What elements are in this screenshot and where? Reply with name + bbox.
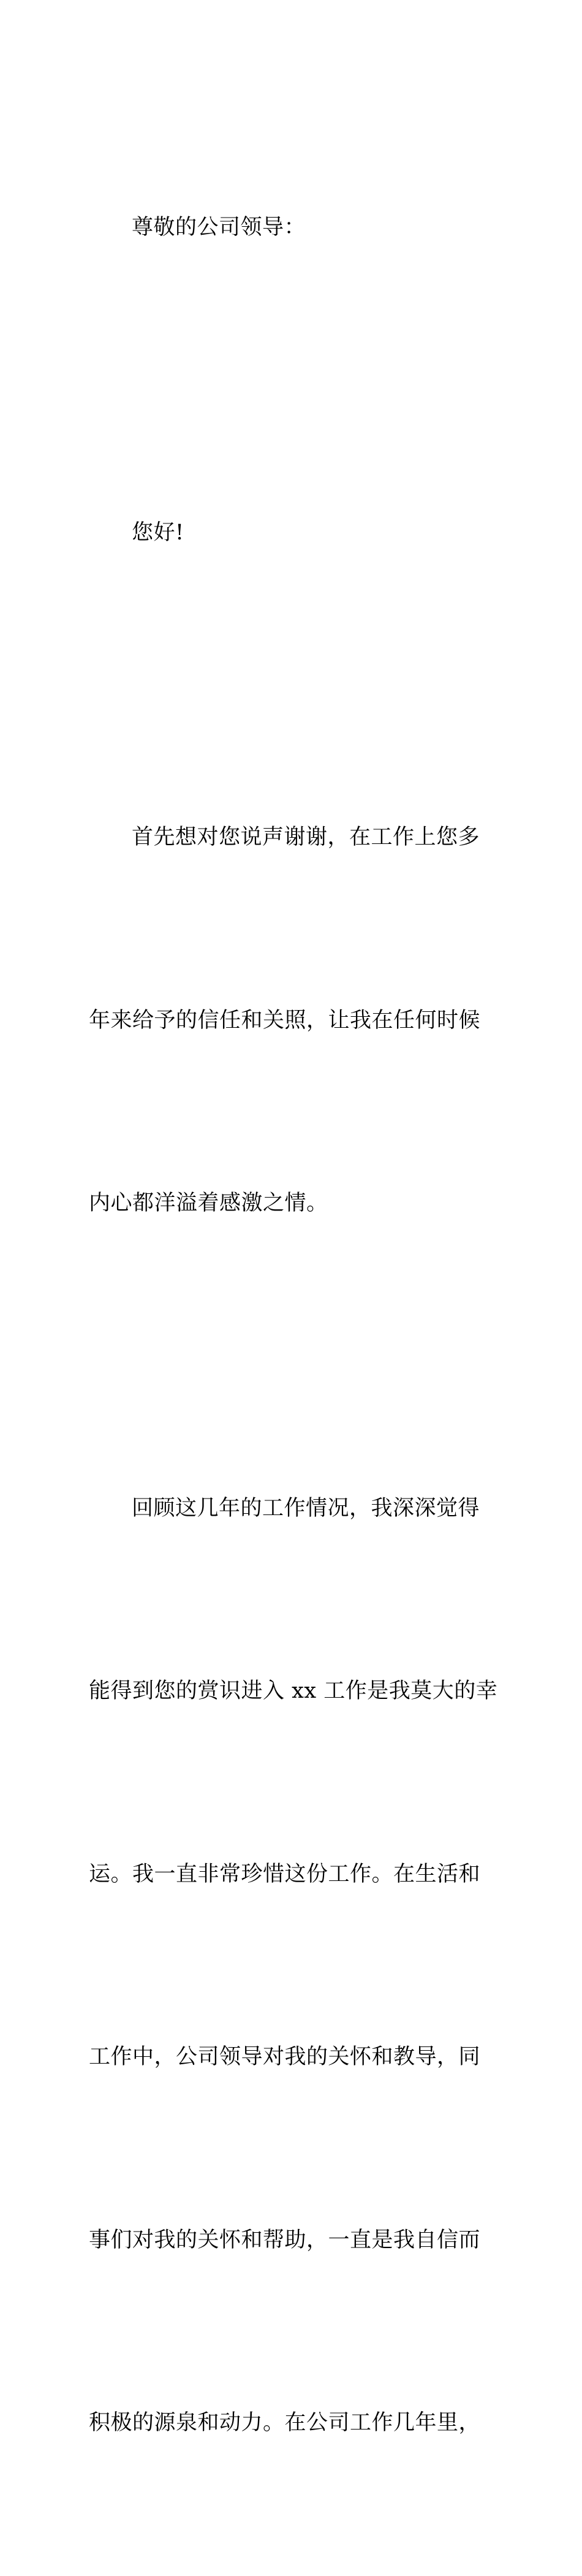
letter-body (89, 75, 498, 2576)
paragraph-line: 首先想对您说声谢谢，在工作上您多 (132, 825, 480, 849)
paragraph-thanks (89, 685, 487, 1356)
paragraph-line: 内心都洋溢着感激之情。 (89, 1191, 328, 1215)
paragraph-line: 工作中，公司领导对我的关怀和教导，同 (89, 2045, 481, 2069)
salutation (89, 75, 487, 381)
greeting (89, 381, 487, 686)
paragraph-review (89, 1356, 498, 2576)
paragraph-line: 事们对我的关怀和帮助，一直是我自信而 (89, 2227, 481, 2252)
paragraph-line: 运。我一直非常珍惜这份工作。在生活和 (89, 1861, 481, 1886)
paragraph-line: 能得到您的赏识进入 xx 工作是我莫大的幸 (89, 1679, 498, 1703)
greeting-text: 您好! (132, 520, 184, 545)
paragraph-line: 积极的源泉和动力。在公司工作几年里， (89, 2411, 481, 2435)
salutation-text: 尊敬的公司领导： (132, 215, 306, 240)
paragraph-line: 回顾这几年的工作情况，我深深觉得 (132, 1495, 480, 1521)
paragraph-line: 年来给予的信任和关照，让我在任何时候 (89, 1008, 481, 1033)
